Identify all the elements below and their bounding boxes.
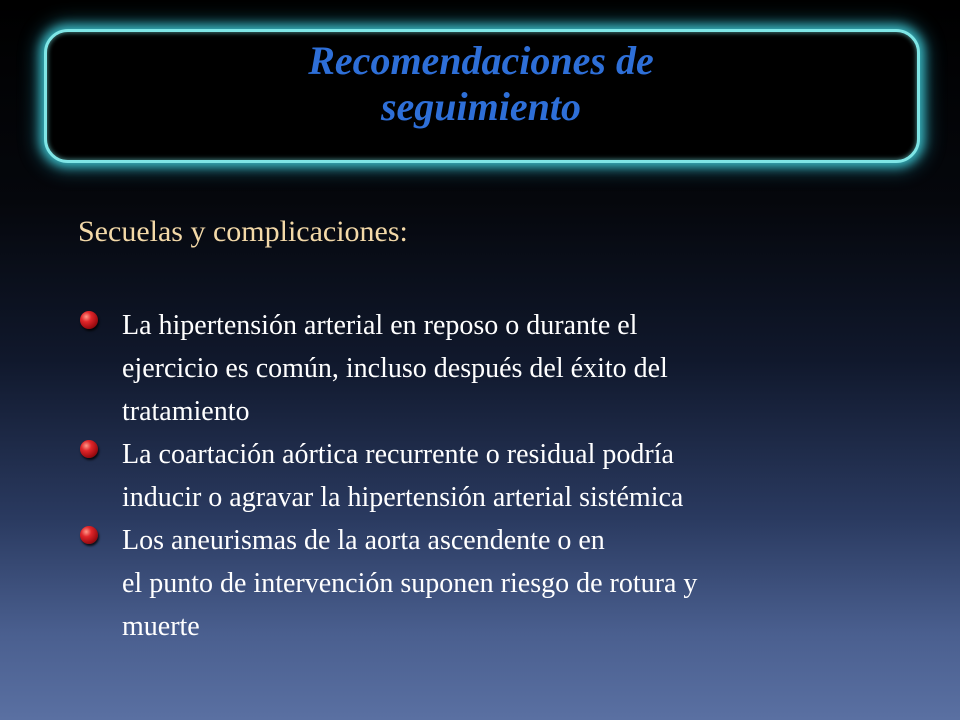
slide-title — [47, 38, 915, 130]
bullet-line: Los aneurismas de la aorta ascendente o en — [122, 525, 605, 556]
bullet-line: inducir o agravar la hipertensión arterial sistémica — [122, 482, 684, 513]
red-bullet-icon — [80, 311, 98, 329]
bullet-line: La hipertensión arterial en reposo o durante el — [122, 310, 638, 341]
bullet-line: el punto de intervención suponen riesgo de rotura y — [122, 568, 698, 599]
bullet-line: La coartación aórtica recurrente o residual podría — [122, 439, 674, 470]
title-line-1: Recomendaciones de — [308, 38, 654, 83]
bullet-line: ejercicio es común, incluso después del éxito del — [122, 353, 668, 384]
bullet-line: muerte — [122, 611, 200, 642]
red-bullet-icon — [80, 440, 98, 458]
bullet-item-aneurysms — [76, 519, 896, 648]
bullet-list — [76, 304, 896, 648]
section-subtitle: Secuelas y complicaciones: — [78, 215, 408, 248]
bullet-line: tratamiento — [122, 396, 250, 427]
bullet-item-coarctation — [76, 433, 896, 519]
red-bullet-icon — [80, 526, 98, 544]
bullet-item-hypertension — [76, 304, 896, 433]
title-line-2: seguimiento — [380, 84, 582, 129]
title-box — [44, 29, 920, 163]
